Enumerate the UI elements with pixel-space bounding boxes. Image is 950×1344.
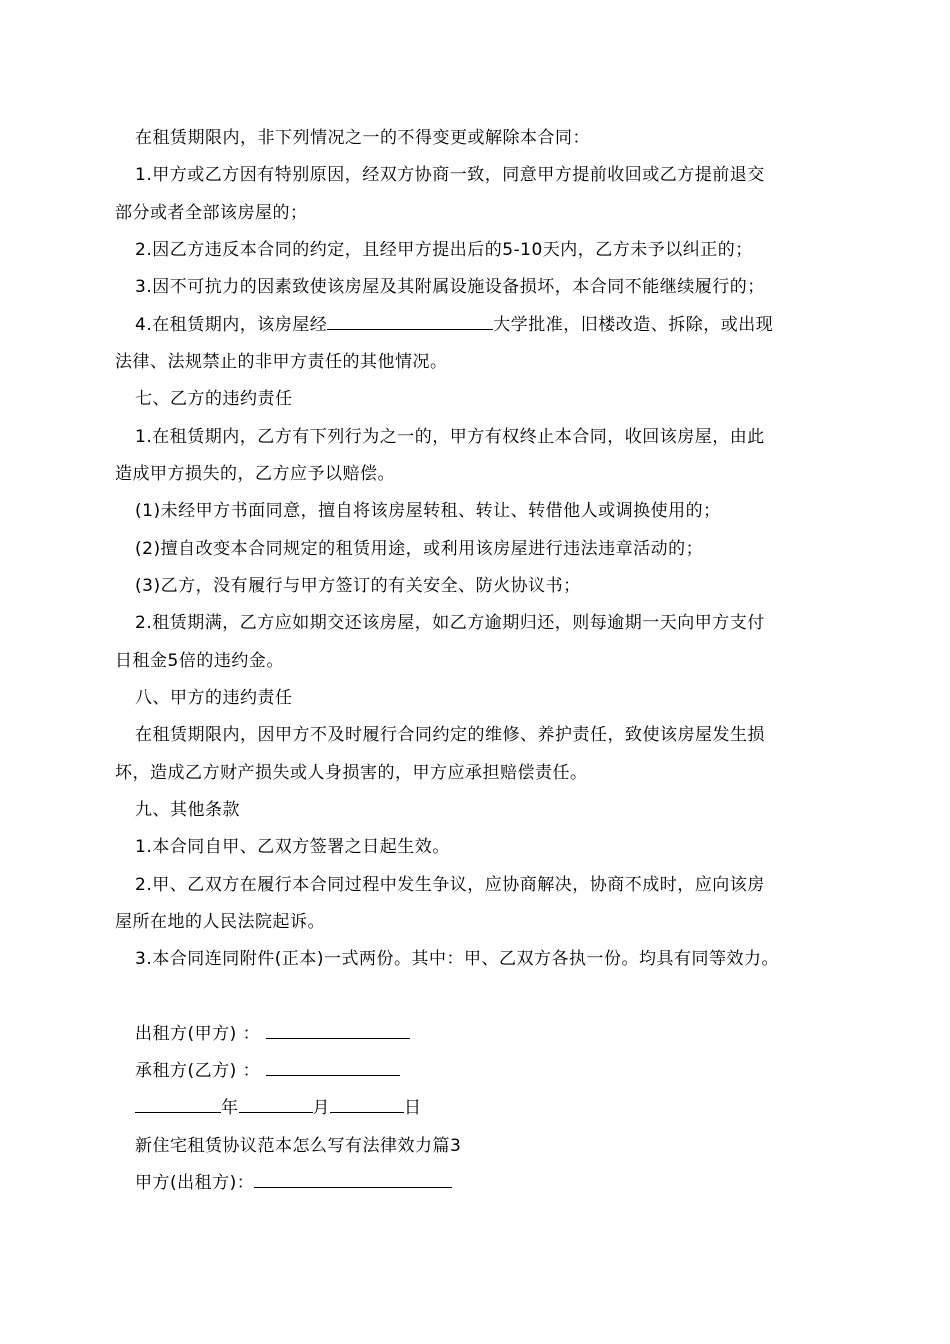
section-heading: 七、乙方的违约责任 [135, 389, 293, 409]
next-section-title: 新住宅租赁协议范本怎么写有法律效力篇3 [135, 1136, 462, 1156]
day-blank[interactable] [330, 1097, 404, 1113]
text-line: 1.甲方或乙方因有特别原因，经双方协商一致，同意甲方提前收回或乙方提前退交 [135, 165, 765, 185]
text-line: 在租赁期限内，因甲方不及时履行合同约定的维修、养护责任，致使该房屋发生损 [135, 725, 765, 745]
section-heading: 九、其他条款 [135, 800, 240, 820]
text-line: 3.因不可抗力的因素致使该房屋及其附属设施设备损坏，本合同不能继续履行的； [135, 277, 765, 297]
text-segment: 4.在租赁期内，该房屋经 [135, 315, 328, 335]
text-line: (1)未经甲方书面同意，擅自将该房屋转租、转让、转借他人或调换使用的； [135, 501, 721, 521]
text-line: 2.租赁期满，乙方应如期交还该房屋，如乙方逾期归还，则每逾期一天向甲方支付 [135, 613, 765, 633]
section-heading: 八、甲方的违约责任 [135, 688, 293, 708]
party-a-label: 甲方(出租方)： [135, 1173, 255, 1193]
party-a-blank[interactable] [254, 1172, 452, 1188]
lessee-label: 承租方(乙方) ： [135, 1061, 261, 1081]
date-line [135, 1097, 422, 1119]
text-line: 部分或者全部该房屋的； [115, 203, 308, 223]
text-line: (3)乙方，没有履行与甲方签订的有关安全、防火协议书； [135, 576, 581, 596]
text-line: 法律、法规禁止的非甲方责任的其他情况。 [115, 352, 448, 372]
text-line: 1.本合同自甲、乙双方签署之日起生效。 [135, 837, 450, 857]
lessor-label: 出租方(甲方) ： [135, 1024, 261, 1044]
text-line: 2.甲、乙双方在履行本合同过程中发生争议，应协商解决，协商不成时，应向该房 [135, 875, 765, 895]
text-line: (2)擅自改变本合同规定的租赁用途，或利用该房屋进行违法违章活动的； [135, 539, 704, 559]
text-line-with-blank [135, 314, 773, 336]
text-line: 坏，造成乙方财产损失或人身损害的，甲方应承担赔偿责任。 [115, 763, 588, 783]
text-line: 2.因乙方违反本合同的约定，且经甲方提出后的5-10天内，乙方未予以纠正的； [135, 240, 753, 260]
day-label: 日 [404, 1098, 422, 1118]
year-label: 年 [221, 1098, 239, 1118]
text-line: 屋所在地的人民法院起诉。 [115, 912, 325, 932]
text-line: 造成甲方损失的，乙方应予以赔偿。 [115, 464, 395, 484]
text-segment: 大学批准，旧楼改造、拆除，或出现 [493, 315, 774, 335]
lessee-signature-blank[interactable] [266, 1060, 400, 1076]
lessee-signature-line [135, 1060, 400, 1082]
lessor-signature-blank[interactable] [266, 1023, 410, 1039]
year-blank[interactable] [135, 1097, 221, 1113]
text-line: 1.在租赁期内，乙方有下列行为之一的，甲方有权终止本合同，收回该房屋，由此 [135, 427, 765, 447]
lessor-signature-line [135, 1023, 410, 1045]
month-blank[interactable] [239, 1097, 313, 1113]
text-line: 3.本合同连同附件(正本)一式两份。其中：甲、乙双方各执一份。均具有同等效力。 [135, 949, 779, 969]
text-line: 在租赁期限内，非下列情况之一的不得变更或解除本合同： [135, 128, 590, 148]
month-label: 月 [312, 1098, 330, 1118]
fill-in-blank[interactable] [327, 314, 493, 330]
party-a-line [135, 1172, 452, 1194]
text-line: 日租金5倍的违约金。 [115, 651, 284, 671]
